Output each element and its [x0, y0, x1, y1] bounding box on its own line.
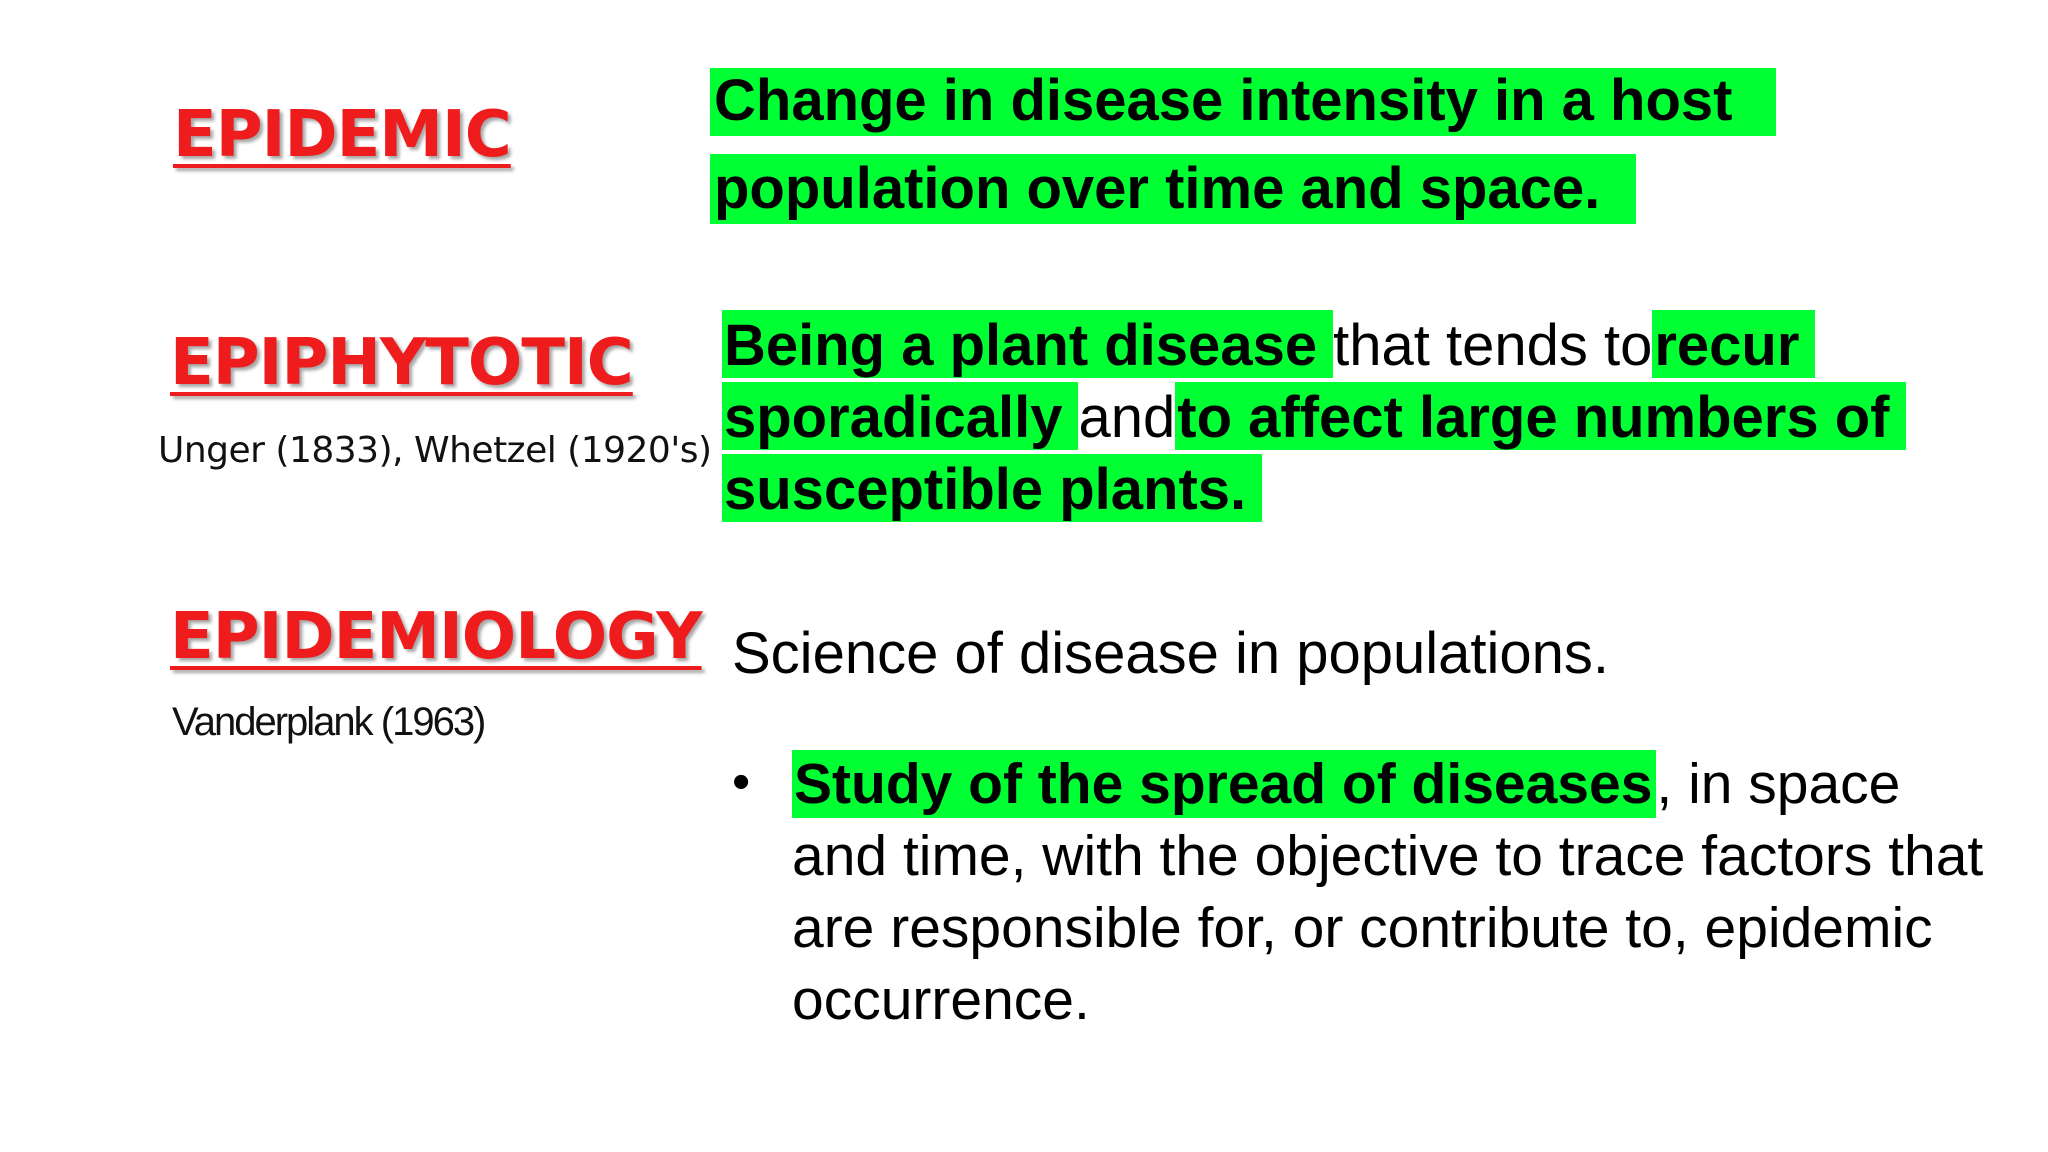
highlight-segment: to affect large numbers of — [1175, 382, 1905, 450]
definition-epidemic-line-2: population over time and space. — [710, 154, 1636, 224]
definition-epiphytotic-line-1 — [722, 310, 1815, 378]
text-segment: that tends to — [1333, 313, 1653, 378]
highlight-segment: susceptible plants. — [722, 454, 1262, 522]
text-segment: , in space and time, with the objective to trace factors that are responsible for, or contribute to, epidemic occurrence. — [792, 752, 1984, 1032]
text-segment: and — [1078, 385, 1176, 450]
highlight-segment: recur — [1652, 310, 1815, 378]
definition-epiphytotic-line-2 — [722, 382, 1906, 450]
attribution-epidemiology: Vanderplank (1963) — [172, 700, 485, 744]
definition-epidemic-line-1: Change in disease intensity in a host — [710, 68, 1776, 136]
term-epidemiology: EPIDEMIOLOGY — [170, 600, 702, 674]
highlight-segment: sporadically — [722, 382, 1078, 450]
term-epidemic: EPIDEMIC — [173, 98, 511, 172]
highlight-segment: Being a plant disease — [722, 310, 1333, 378]
highlight-segment: Study of the spread of diseases — [792, 750, 1656, 818]
bullet-icon: • — [732, 753, 751, 811]
bullet-epidemiology-study — [792, 748, 1992, 1036]
definition-epidemiology: Science of disease in populations. — [732, 621, 1610, 686]
term-epiphytotic: EPIPHYTOTIC — [170, 326, 633, 400]
definition-epiphytotic-line-3 — [722, 454, 1262, 522]
attribution-epiphytotic: Unger (1833), Whetzel (1920's) — [158, 430, 712, 471]
